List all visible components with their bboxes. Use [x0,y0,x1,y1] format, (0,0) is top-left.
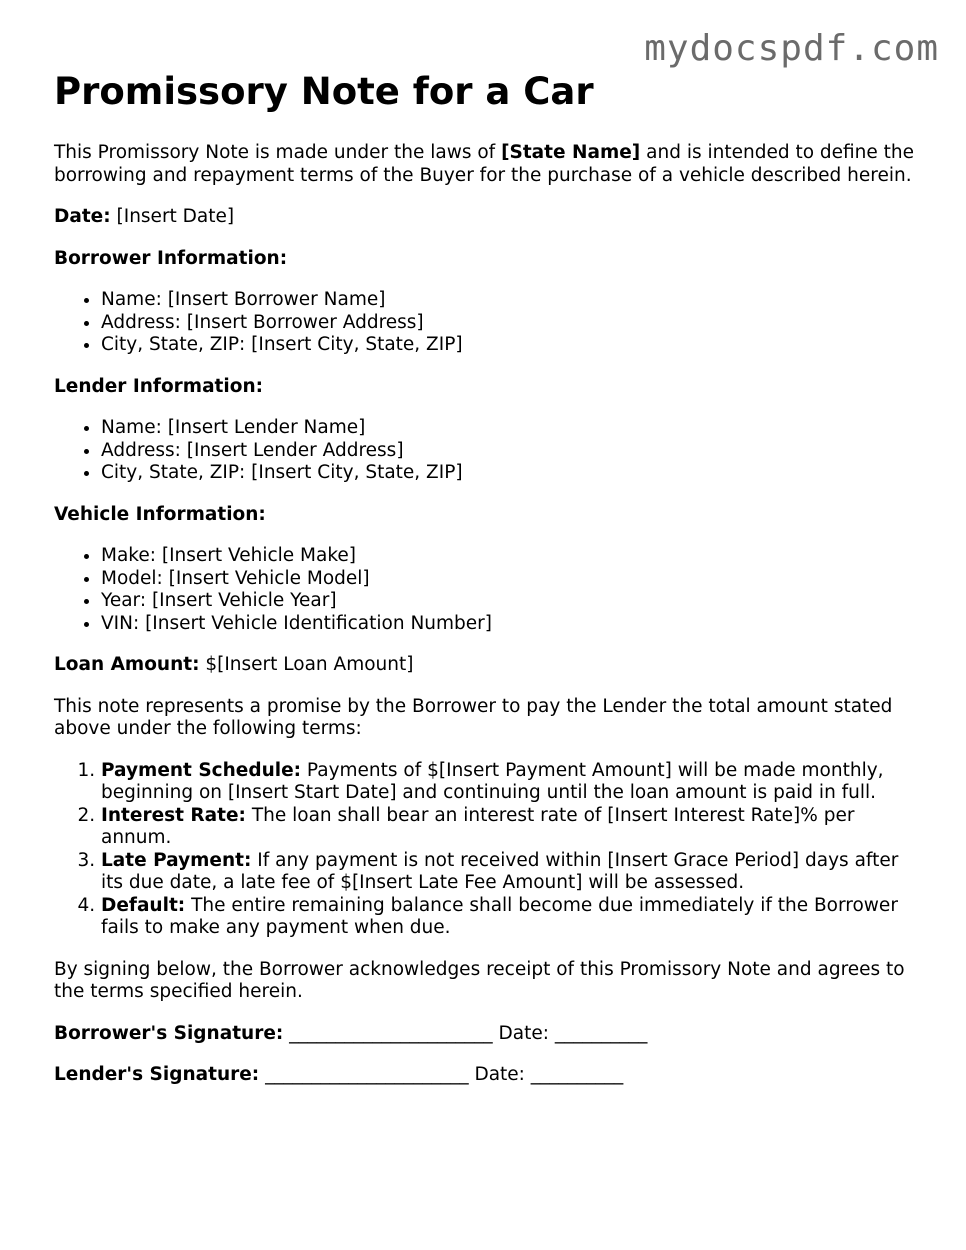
lender-signature-blank: ______________________ Date: __________ [259,1064,624,1085]
list-item: • Name: [Insert Lender Name] [101,417,924,440]
intro-text-after: and is intended to define the borrowing and repayment terms of the Buyer for the purchase of a vehicle described herein. [54,142,915,186]
date-value: [Insert Date] [110,206,235,227]
term-item [101,850,924,895]
term-text: Payments of $[Insert Payment Amount] will be made monthly, beginning on [Insert Start Date] and continuing until the loan amount is paid in full. [101,759,884,803]
borrower-signature-label: Borrower's Signature: [54,1022,284,1044]
lender-heading: Lender Information: [54,375,264,397]
term-label: Interest Rate: [101,804,246,826]
term-item [101,760,924,805]
borrower-signature-line [54,1023,924,1046]
acknowledgement-paragraph: By signing below, the Borrower acknowledges receipt of this Promissory Note and agrees to the terms specified herein. [54,958,905,1002]
term-label: Late Payment: [101,849,252,871]
watermark: mydocspdf.com [644,28,939,69]
list-item: • City, State, ZIP: [Insert City, State, ZIP] [101,334,924,357]
term-text: If any payment is not received within [Insert Grace Period] days after its due date, a late fee of $[Insert Late Fee Amount] will be assessed. [101,849,899,893]
lender-signature-line [54,1064,924,1087]
intro-paragraph [54,142,924,187]
state-name-placeholder: [State Name] [501,142,641,163]
list-item: • Year: [Insert Vehicle Year] [101,590,924,613]
term-label: Default: [101,894,186,916]
vehicle-list [54,545,924,635]
borrower-heading: Borrower Information: [54,247,288,269]
loan-amount-line [54,654,924,677]
loan-amount-value: $[Insert Loan Amount] [199,654,414,675]
term-text: The entire remaining balance shall become due immediately if the Borrower fails to make any payment when due. [101,894,898,938]
lender-list [54,417,924,485]
borrower-list [54,289,924,357]
term-item [101,895,924,940]
promise-paragraph: This note represents a promise by the Borrower to pay the Lender the total amount stated above under the following terms: [54,695,893,739]
page-title: Promissory Note for a Car [54,70,594,113]
list-item: • Name: [Insert Borrower Name] [101,289,924,312]
term-text: The loan shall bear an interest rate of [Insert Interest Rate]% per annum. [101,804,855,848]
date-label: Date: [54,206,111,227]
list-item: • Model: [Insert Vehicle Model] [101,568,924,591]
intro-text-before: This Promissory Note is made under the laws of [54,142,502,163]
term-item [101,805,924,850]
lender-signature-label: Lender's Signature: [54,1064,260,1085]
list-item: • Address: [Insert Lender Address] [101,440,924,463]
document [54,0,924,1087]
list-item: • Address: [Insert Borrower Address] [101,312,924,335]
date-line [54,206,924,229]
loan-amount-label: Loan Amount: [54,654,200,675]
borrower-signature-blank: ______________________ Date: __________ [283,1022,648,1044]
term-label: Payment Schedule: [101,759,302,781]
list-item: • VIN: [Insert Vehicle Identification Number] [101,613,924,636]
list-item: • City, State, ZIP: [Insert City, State, ZIP] [101,462,924,485]
vehicle-heading: Vehicle Information: [54,503,266,525]
terms-list [54,760,924,940]
list-item: • Make: [Insert Vehicle Make] [101,545,924,568]
